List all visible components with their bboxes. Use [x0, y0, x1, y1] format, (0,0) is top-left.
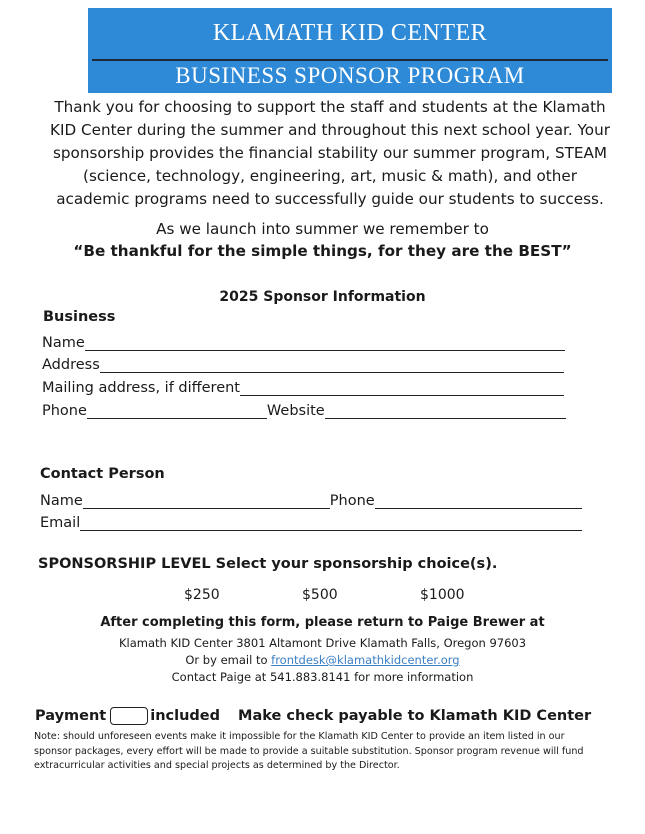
option-500[interactable]: $500: [302, 587, 338, 603]
email-link[interactable]: frontdesk@klamathkidcenter.org: [271, 653, 460, 667]
program-title: BUSINESS SPONSOR PROGRAM: [175, 63, 525, 88]
option-250[interactable]: $250: [184, 587, 220, 603]
quote: “Be thankful for the simple things, for they are the BEST”: [73, 242, 572, 260]
business-phone-field[interactable]: [87, 402, 267, 419]
return-address: Klamath KID Center 3801 Altamont Drive Klamath Falls, Oregon 97603: [118, 636, 527, 650]
sponsorship-level-title: SPONSORSHIP LEVEL Select your sponsorship choice(s).: [38, 556, 498, 572]
return-title: After completing this form, please return to Paige Brewer at: [100, 615, 545, 630]
header-banner: [88, 8, 612, 93]
business-name-field[interactable]: [85, 334, 565, 351]
website-label: Website: [266, 403, 325, 419]
launch-text: As we launch into summer we remember to: [156, 220, 489, 238]
footer-note: Note: should unforeseen events make it impossible for the Klamath KID Center to provide an item listed in our sponsor packages, every effort will be made to provide a suitable substitution. Sponsor program revenue will fund extracurricular activities and special projects as determined by the Director.: [34, 731, 584, 771]
website-field[interactable]: [325, 402, 566, 419]
check-payable-text: Make check payable to Klamath KID Center: [238, 708, 592, 724]
option-1000[interactable]: $1000: [420, 587, 465, 603]
mailing-address-field[interactable]: [240, 379, 564, 396]
business-address-label: Address: [42, 357, 100, 373]
contact-email-label: Email: [40, 515, 81, 531]
contact-info: Contact Paige at 541.883.8141 for more information: [171, 670, 474, 684]
payment-row: [35, 707, 591, 725]
business-heading: Business: [43, 309, 116, 325]
contact-name-field[interactable]: [83, 492, 330, 509]
business-address-row: [42, 353, 564, 373]
business-name-label: Name: [42, 335, 85, 351]
mailing-address-row: [42, 376, 564, 396]
contact-phone-label: Phone: [329, 493, 375, 509]
payment-included-checkbox[interactable]: [110, 707, 148, 725]
business-phone-label: Phone: [42, 403, 87, 419]
sponsor-info-title: 2025 Sponsor Information: [219, 289, 426, 305]
intro-paragraph: Thank you for choosing to support the staff and students at the Klamath KID Center during the summer and throughout this next school year. Your sponsorship provides the financial stability our summer program, STEAM (science, technology, engineering, art, music & math), and other academic programs need to successfully guide our students to success.: [50, 98, 610, 208]
contact-name-phone-row: [40, 489, 582, 509]
return-email-line: [0, 653, 645, 667]
payment-label: Payment: [35, 708, 107, 724]
business-address-field[interactable]: [100, 356, 564, 373]
contact-phone-field[interactable]: [375, 492, 582, 509]
center-title: KLAMATH KID CENTER: [212, 20, 488, 46]
included-label: included: [150, 708, 221, 724]
contact-email-row: [40, 511, 582, 531]
mailing-address-label: Mailing address, if different: [42, 380, 240, 396]
contact-heading: Contact Person: [40, 466, 165, 482]
business-name-row: [42, 331, 565, 351]
phone-website-row: [42, 399, 566, 419]
contact-name-label: Name: [40, 493, 83, 509]
banner-divider: [92, 59, 608, 61]
contact-email-field[interactable]: [80, 514, 582, 531]
email-prefix: Or by email to: [185, 653, 272, 667]
